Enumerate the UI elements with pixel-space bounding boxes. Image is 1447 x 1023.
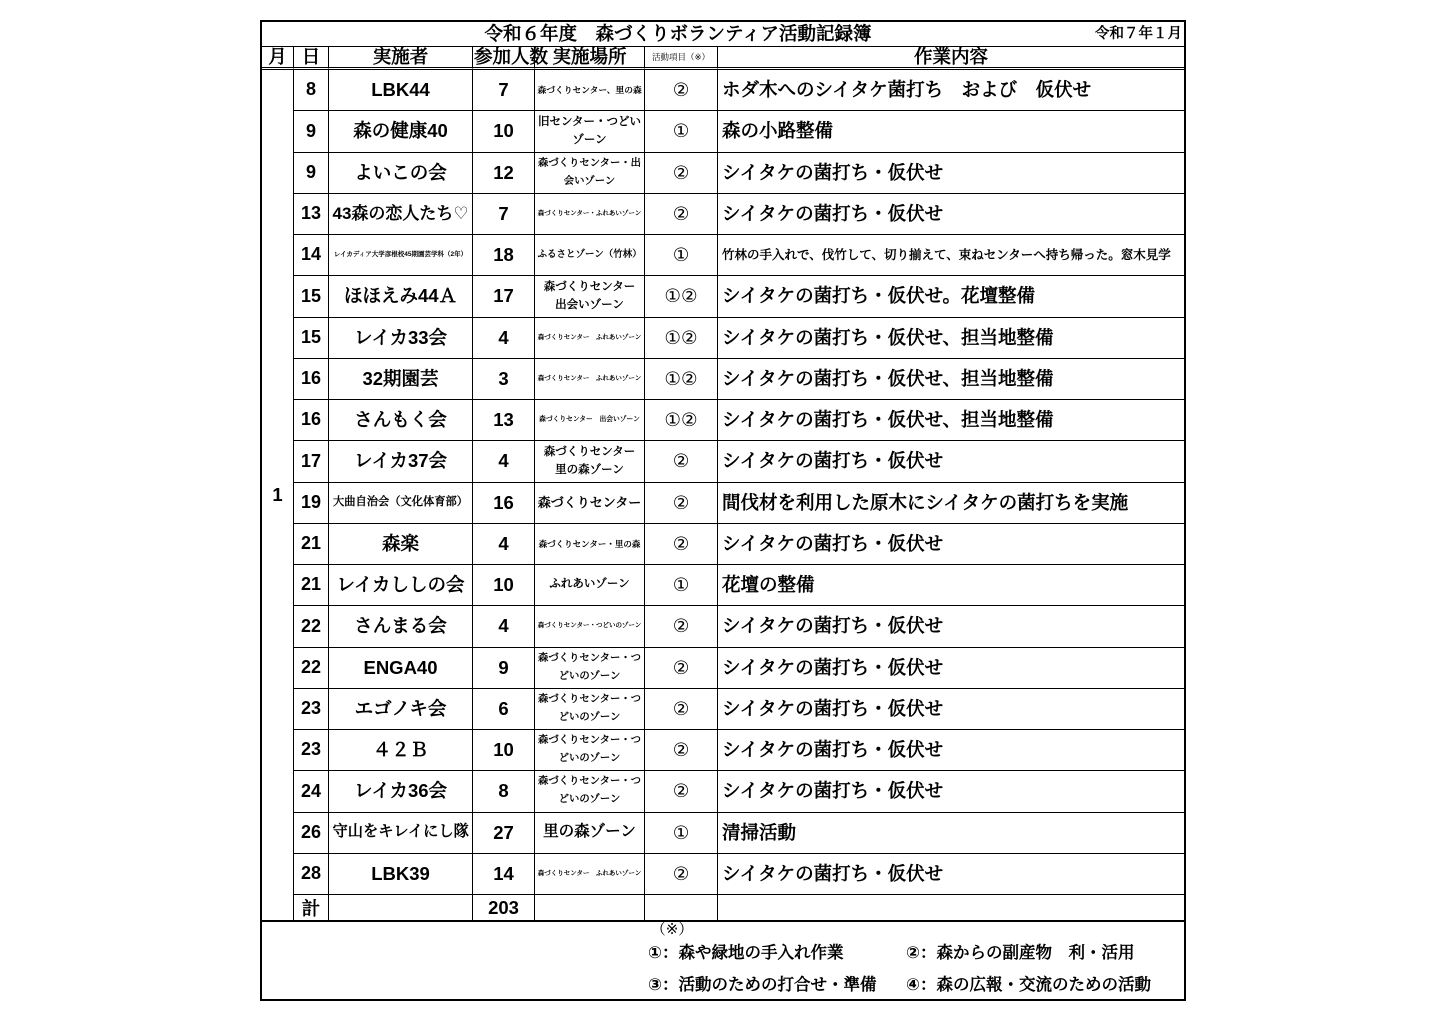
row-work-text: シイタケの菌打ち・仮伏せ	[722, 161, 944, 183]
row-day-text: 16	[300, 409, 322, 430]
row-organizer-cell	[329, 318, 473, 359]
row-organizer-cell	[329, 276, 473, 317]
row-organizer-text: LBK44	[371, 79, 430, 101]
row-work-text: シイタケの菌打ち・仮伏せ、担当地整備	[722, 326, 1054, 348]
header-participants-label: 参加人数	[474, 45, 549, 67]
row-place-cell	[535, 400, 645, 441]
legend-item: ④：森の広報・交流のための活動	[906, 976, 1151, 994]
row-activity-text: ②	[672, 450, 690, 472]
row-participants-cell	[473, 771, 535, 812]
row-participants-cell	[473, 400, 535, 441]
row-work-cell	[718, 648, 1184, 689]
row-activity-cell	[645, 648, 718, 689]
row-participants-text: 16	[493, 491, 514, 513]
row-day-cell	[294, 606, 329, 647]
row-work-text: 花壇の整備	[722, 574, 815, 596]
row-activity-cell	[645, 565, 718, 606]
row-work-text: シイタケの菌打ち・仮伏せ	[722, 202, 944, 224]
row-participants-text: 10	[493, 120, 514, 142]
legend-item: ②：森からの副産物 利・活用	[906, 944, 1135, 962]
row-participants-text: 6	[498, 697, 509, 719]
row-participants-cell	[473, 689, 535, 730]
row-organizer-text: 大曲自治会（文化体育部）	[332, 495, 468, 508]
row-participants-cell	[473, 153, 535, 194]
row-organizer-cell	[329, 813, 473, 854]
row-participants-cell	[473, 524, 535, 565]
total-place-cell	[535, 895, 645, 922]
row-place-text: 森づくりセンター・つどいのゾーン	[537, 735, 642, 765]
row-participants-text: 10	[493, 574, 514, 596]
row-day-text: 16	[300, 368, 322, 389]
row-participants-text: 4	[498, 615, 509, 637]
header-activity-label: 活動項目（※）	[651, 51, 711, 62]
row-activity-text: ①	[672, 244, 690, 266]
row-participants-cell	[473, 483, 535, 524]
row-work-cell	[718, 235, 1184, 276]
row-place-text: 森づくりセンター・ふれあいゾーン	[537, 209, 642, 217]
row-participants-text: 4	[498, 532, 509, 554]
row-work-cell	[718, 565, 1184, 606]
row-place-cell	[535, 565, 645, 606]
row-work-cell	[718, 441, 1184, 482]
row-work-cell	[718, 524, 1184, 565]
row-activity-text: ②	[672, 161, 690, 183]
row-day-text: 8	[305, 79, 316, 100]
row-organizer-text: 森の健康40	[353, 120, 448, 142]
header-place-label: 実施場所	[552, 45, 627, 67]
total-work-cell	[718, 895, 1184, 922]
row-work-cell	[718, 730, 1184, 771]
row-activity-cell	[645, 194, 718, 235]
row-activity-cell	[645, 70, 718, 111]
row-organizer-cell	[329, 730, 473, 771]
total-organizer-cell	[329, 895, 473, 922]
row-work-text: シイタケの菌打ち・仮伏せ、担当地整備	[722, 409, 1054, 431]
row-organizer-cell	[329, 606, 473, 647]
row-organizer-cell	[329, 648, 473, 689]
header-place	[535, 47, 645, 70]
row-organizer-text: レイカししの会	[336, 574, 465, 596]
month-value: 1	[272, 484, 283, 505]
row-day-text: 9	[305, 120, 316, 141]
row-work-text: シイタケの菌打ち・仮伏せ	[722, 656, 944, 678]
row-day-text: 26	[300, 821, 322, 842]
row-activity-cell	[645, 524, 718, 565]
header-day	[294, 47, 329, 70]
row-place-cell	[535, 194, 645, 235]
row-day-text: 19	[300, 491, 322, 512]
row-participants-cell	[473, 730, 535, 771]
row-participants-cell	[473, 813, 535, 854]
row-place-cell	[535, 648, 645, 689]
legend-item: ①：森や緑地の手入れ作業	[648, 944, 844, 962]
row-place-text: ふるさとゾーン（竹林）	[537, 249, 642, 261]
header-participants	[473, 45, 549, 70]
row-participants-text: 4	[498, 450, 509, 472]
row-activity-cell	[645, 854, 718, 895]
row-activity-text: ②	[672, 656, 690, 678]
row-work-text: 清掃活動	[722, 821, 797, 843]
row-organizer-cell	[329, 483, 473, 524]
row-place-text: ふれあいゾーン	[549, 578, 630, 591]
row-organizer-text: ほほえみ44Ａ	[343, 285, 458, 307]
row-work-text: 森の小路整備	[722, 120, 834, 142]
total-activity-cell	[645, 895, 718, 922]
row-activity-text: ①②	[664, 409, 698, 431]
row-day-text: 22	[300, 656, 322, 677]
row-organizer-cell	[329, 854, 473, 895]
row-activity-cell	[645, 441, 718, 482]
row-day-cell	[294, 70, 329, 111]
row-work-text: シイタケの菌打ち・仮伏せ	[722, 450, 944, 472]
row-work-cell	[718, 70, 1184, 111]
header-month	[262, 47, 294, 70]
row-organizer-cell	[329, 153, 473, 194]
row-place-text: 森づくりセンター 里の森ゾーン	[543, 446, 647, 477]
row-participants-cell	[473, 194, 535, 235]
row-place-text: 森づくりセンター・つどいのゾーン	[537, 693, 642, 723]
row-organizer-text: レイカディア大学彦根校45期園芸学科（2年）	[333, 251, 468, 259]
row-day-text: 21	[300, 574, 322, 595]
row-place-cell	[535, 359, 645, 400]
row-participants-text: 14	[493, 862, 514, 884]
row-day-cell	[294, 854, 329, 895]
row-day-text: 13	[300, 203, 322, 224]
row-participants-cell	[473, 854, 535, 895]
header-day-label: 日	[301, 45, 321, 67]
row-work-text: ホダ木へのシイタケ菌打ち および 仮伏せ	[722, 79, 1092, 101]
row-day-cell	[294, 441, 329, 482]
row-activity-cell	[645, 606, 718, 647]
row-work-cell	[718, 111, 1184, 152]
row-place-cell	[535, 689, 645, 730]
row-day-text: 23	[300, 739, 322, 760]
row-day-text: 28	[300, 863, 322, 884]
row-activity-cell	[645, 483, 718, 524]
row-participants-text: 10	[493, 739, 514, 761]
row-participants-text: 17	[493, 285, 514, 307]
row-day-cell	[294, 689, 329, 730]
row-activity-cell	[645, 276, 718, 317]
row-activity-text: ②	[672, 615, 690, 637]
row-activity-text: ②	[672, 202, 690, 224]
row-place-text: 森づくりセンター・つどいのゾーン	[537, 622, 642, 630]
row-organizer-text: レイカ33会	[353, 326, 448, 348]
row-work-text: シイタケの菌打ち・仮伏せ	[722, 739, 944, 761]
row-work-cell	[718, 194, 1184, 235]
header-work-label: 作業内容	[913, 45, 988, 67]
row-participants-cell	[473, 606, 535, 647]
row-place-cell	[535, 606, 645, 647]
row-day-cell	[294, 153, 329, 194]
row-day-cell	[294, 276, 329, 317]
row-place-cell	[535, 771, 645, 812]
row-activity-cell	[645, 771, 718, 812]
row-place-cell	[535, 70, 645, 111]
row-organizer-cell	[329, 235, 473, 276]
row-work-cell	[718, 854, 1184, 895]
row-organizer-cell	[329, 565, 473, 606]
row-day-cell	[294, 771, 329, 812]
row-activity-cell	[645, 235, 718, 276]
row-place-cell	[535, 854, 645, 895]
row-work-text: シイタケの菌打ち・仮伏せ	[722, 697, 944, 719]
row-participants-text: 8	[498, 780, 509, 802]
row-place-text: 森づくりセンター・つどいのゾーン	[537, 652, 642, 682]
row-activity-text: ①	[672, 821, 690, 843]
row-place-text: 旧センター・つどいゾーン	[537, 116, 642, 147]
row-organizer-text: 守山をキレイにし隊	[332, 823, 469, 841]
total-label: 計	[301, 897, 321, 919]
row-day-cell	[294, 483, 329, 524]
total-label-cell	[294, 895, 329, 922]
row-organizer-cell	[329, 70, 473, 111]
row-organizer-text: よいこの会	[354, 161, 447, 183]
row-participants-text: 12	[493, 161, 514, 183]
row-work-cell	[718, 153, 1184, 194]
row-organizer-text: 森楽	[381, 532, 419, 554]
row-participants-cell	[473, 111, 535, 152]
row-day-cell	[294, 194, 329, 235]
row-organizer-text: さんまる会	[354, 615, 447, 637]
row-day-cell	[294, 813, 329, 854]
row-place-cell	[535, 483, 645, 524]
row-place-cell	[535, 730, 645, 771]
row-participants-cell	[473, 565, 535, 606]
row-day-text: 24	[300, 780, 322, 801]
row-place-text: 森づくりセンター	[537, 494, 642, 510]
row-work-text: シイタケの菌打ち・仮伏せ、担当地整備	[722, 367, 1054, 389]
total-participants: 203	[488, 896, 519, 918]
row-organizer-text: 43森の恋人たち♡	[332, 203, 469, 223]
row-day-cell	[294, 565, 329, 606]
row-place-cell	[535, 318, 645, 359]
total-participants-cell	[473, 895, 535, 922]
row-activity-text: ②	[672, 739, 690, 761]
row-organizer-cell	[329, 400, 473, 441]
row-day-text: 9	[305, 161, 316, 182]
row-work-cell	[718, 359, 1184, 400]
row-place-text: 森づくりセンター・出会いゾーン	[537, 157, 642, 187]
legend-item: ③：活動のための打合せ・準備	[648, 976, 877, 994]
row-activity-text: ①②	[664, 367, 698, 389]
row-work-cell	[718, 689, 1184, 730]
header-organizer	[329, 47, 473, 70]
row-place-cell	[535, 276, 645, 317]
row-participants-cell	[473, 70, 535, 111]
row-work-cell	[718, 400, 1184, 441]
row-day-text: 17	[300, 450, 322, 471]
row-day-text: 23	[300, 698, 322, 719]
row-participants-text: 18	[493, 244, 514, 266]
header-work	[718, 47, 1184, 70]
row-activity-cell	[645, 318, 718, 359]
row-organizer-cell	[329, 359, 473, 400]
row-activity-text: ①	[672, 574, 690, 596]
legend-note: （※）	[650, 921, 694, 938]
row-activity-text: ①②	[664, 285, 698, 307]
row-participants-text: 7	[498, 79, 509, 101]
row-work-text: シイタケの菌打ち・仮伏せ。花壇整備	[722, 285, 1036, 307]
row-work-cell	[718, 606, 1184, 647]
row-place-text: 森づくりセンター・つどいのゾーン	[537, 776, 642, 806]
row-place-cell	[535, 524, 645, 565]
row-work-cell	[718, 483, 1184, 524]
row-activity-cell	[645, 730, 718, 771]
row-day-cell	[294, 730, 329, 771]
row-organizer-cell	[329, 771, 473, 812]
row-activity-text: ①②	[664, 326, 698, 348]
row-day-cell	[294, 235, 329, 276]
row-organizer-text: ４２Ｂ	[372, 739, 429, 761]
row-organizer-text: レイカ36会	[353, 780, 448, 802]
header-organizer-label: 実施者	[372, 45, 429, 67]
row-place-cell	[535, 235, 645, 276]
title-bar	[262, 22, 1184, 47]
row-place-cell	[535, 813, 645, 854]
row-place-cell	[535, 111, 645, 152]
row-work-text: 竹林の手入れで、伐竹して、切り揃えて、束ねセンターへ持ち帰った。窓木見学	[722, 247, 1171, 262]
row-participants-cell	[473, 648, 535, 689]
row-participants-cell	[473, 318, 535, 359]
row-day-cell	[294, 111, 329, 152]
row-work-cell	[718, 771, 1184, 812]
row-activity-text: ②	[672, 780, 690, 802]
row-place-cell	[535, 153, 645, 194]
row-participants-text: 3	[498, 367, 509, 389]
row-day-text: 15	[300, 326, 322, 347]
row-activity-cell	[645, 359, 718, 400]
row-activity-text: ①	[672, 120, 690, 142]
row-work-text: シイタケの菌打ち・仮伏せ	[722, 780, 944, 802]
row-place-text: 森づくりセンター ふれあいゾーン	[537, 869, 642, 877]
row-organizer-text: さんもく会	[354, 409, 447, 431]
row-day-cell	[294, 359, 329, 400]
row-place-text: 森づくりセンター 出会いゾーン	[543, 281, 647, 312]
row-organizer-text: ENGA40	[363, 656, 438, 678]
row-organizer-text: エゴノキ会	[354, 697, 447, 719]
row-activity-text: ②	[672, 532, 690, 554]
row-work-cell	[718, 318, 1184, 359]
row-activity-cell	[645, 153, 718, 194]
row-activity-text: ②	[672, 79, 690, 101]
row-activity-cell	[645, 813, 718, 854]
row-participants-cell	[473, 441, 535, 482]
sheet-title: 令和６年度 森づくりボランティア活動記録簿	[484, 23, 872, 44]
row-organizer-text: レイカ37会	[353, 450, 448, 472]
row-organizer-cell	[329, 441, 473, 482]
row-place-text: 森づくりセンター 出会いゾーン	[539, 416, 640, 424]
row-day-cell	[294, 648, 329, 689]
row-activity-cell	[645, 111, 718, 152]
row-organizer-text: 32期園芸	[362, 367, 439, 389]
month-cell	[262, 70, 294, 922]
row-day-text: 14	[300, 244, 322, 265]
row-activity-text: ②	[672, 491, 690, 513]
row-activity-text: ②	[672, 862, 690, 884]
row-participants-text: 9	[498, 656, 509, 678]
row-organizer-text: LBK39	[371, 862, 430, 884]
row-work-cell	[718, 813, 1184, 854]
row-organizer-cell	[329, 194, 473, 235]
row-day-cell	[294, 524, 329, 565]
row-day-cell	[294, 400, 329, 441]
row-work-text: シイタケの菌打ち・仮伏せ	[722, 862, 944, 884]
row-place-text: 森づくりセンター、里の森	[537, 84, 642, 95]
row-place-text: 森づくりセンター ふれあいゾーン	[537, 333, 642, 341]
row-participants-cell	[473, 276, 535, 317]
row-day-cell	[294, 318, 329, 359]
row-day-text: 15	[300, 285, 322, 306]
row-work-text: シイタケの菌打ち・仮伏せ	[722, 615, 944, 637]
row-organizer-cell	[329, 524, 473, 565]
row-organizer-cell	[329, 111, 473, 152]
row-participants-text: 7	[498, 202, 509, 224]
row-work-text: シイタケの菌打ち・仮伏せ	[722, 532, 944, 554]
row-participants-text: 4	[498, 326, 509, 348]
row-place-text: 森づくりセンター・里の森	[538, 538, 641, 549]
row-place-text: 里の森ゾーン	[543, 823, 636, 841]
row-organizer-cell	[329, 689, 473, 730]
row-day-text: 22	[300, 615, 322, 636]
legend-box	[262, 922, 1184, 999]
activity-record-sheet	[260, 20, 1186, 1001]
row-activity-cell	[645, 689, 718, 730]
header-activity	[645, 47, 718, 70]
row-participants-cell	[473, 235, 535, 276]
row-work-text: 間伐材を利用した原木にシイタケの菌打ちを実施	[722, 491, 1129, 513]
row-participants-cell	[473, 359, 535, 400]
row-place-text: 森づくりセンター ふれあいゾーン	[537, 374, 642, 382]
row-day-text: 21	[300, 533, 322, 554]
row-work-cell	[718, 276, 1184, 317]
row-participants-text: 13	[493, 409, 514, 431]
sheet-date: 令和７年１月	[1095, 26, 1182, 42]
row-activity-text: ②	[672, 697, 690, 719]
header-month-label: 月	[268, 45, 287, 67]
row-participants-text: 27	[493, 821, 514, 843]
row-activity-cell	[645, 400, 718, 441]
row-place-cell	[535, 441, 645, 482]
